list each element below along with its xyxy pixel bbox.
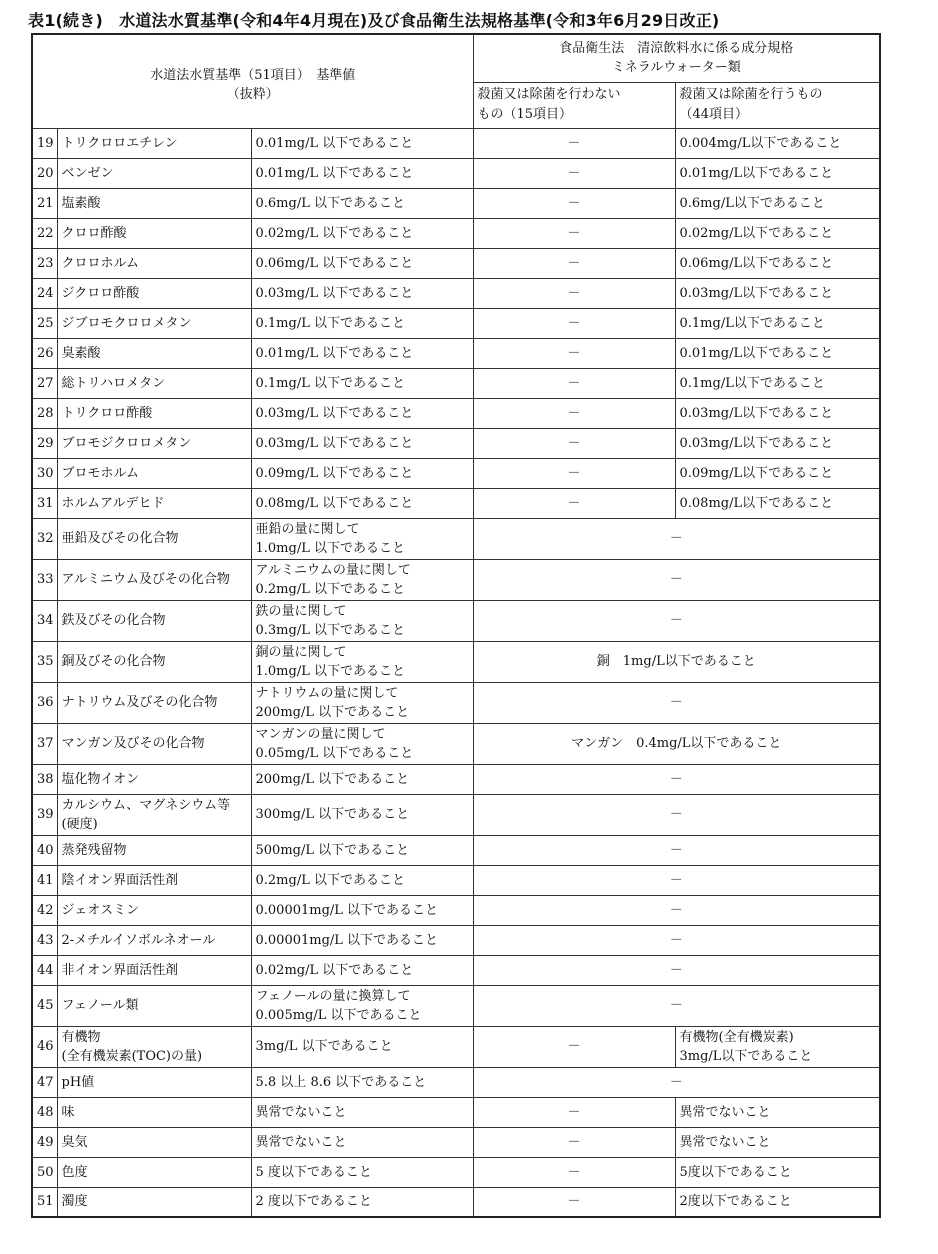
water-standard-line2: 200mg/L 以下であること — [255, 704, 410, 720]
water-standard: 0.03mg/L 以下であること — [251, 278, 473, 308]
no-sterilize-value: － — [473, 1157, 675, 1187]
item-name — [57, 1026, 251, 1067]
item-name: 濁度 — [57, 1187, 251, 1217]
mineral-water-merged: － — [473, 559, 880, 600]
table-row — [32, 368, 880, 398]
no-sterilize-header-line1: 殺菌又は除菌を行わない — [477, 87, 621, 102]
row-number: 28 — [32, 398, 57, 428]
mineral-water-merged: マンガン 0.4mg/L以下であること — [473, 723, 880, 764]
sterilize-value: 0.1mg/L以下であること — [675, 308, 880, 338]
water-standard — [251, 985, 473, 1026]
row-number: 39 — [32, 794, 57, 835]
item-name: トリクロロ酢酸 — [57, 398, 251, 428]
water-standard: 異常でないこと — [251, 1127, 473, 1157]
mineral-water-merged: － — [473, 835, 880, 865]
row-number: 34 — [32, 600, 57, 641]
water-standard: 500mg/L 以下であること — [251, 835, 473, 865]
item-name: 味 — [57, 1097, 251, 1127]
sterilize-value: 0.1mg/L以下であること — [675, 368, 880, 398]
no-sterilize-value: － — [473, 1026, 675, 1067]
water-standard-line2: 0.2mg/L 以下であること — [255, 581, 405, 597]
item-name: ジェオスミン — [57, 895, 251, 925]
sterilize-value: 異常でないこと — [675, 1127, 880, 1157]
water-law-header — [32, 34, 473, 128]
sterilize-value: 0.02mg/L以下であること — [675, 218, 880, 248]
no-sterilize-value: － — [473, 218, 675, 248]
item-name: マンガン及びその化合物 — [57, 723, 251, 764]
water-standard: 200mg/L 以下であること — [251, 764, 473, 794]
table-row — [32, 764, 880, 794]
water-standard-line2: 0.05mg/L 以下であること — [255, 745, 414, 761]
water-standard-line1: ナトリウムの量に関して — [255, 685, 399, 701]
water-standard — [251, 723, 473, 764]
water-standard — [251, 641, 473, 682]
table-row — [32, 682, 880, 723]
table-row — [32, 1187, 880, 1217]
standards-table — [31, 33, 881, 1218]
water-standard: 0.1mg/L 以下であること — [251, 308, 473, 338]
page-title: 表1(続き) 水道法水質基準(令和4年4月現在)及び食品衛生法規格基準(令和3年6月29日改正) — [28, 11, 720, 30]
no-sterilize-value: － — [473, 1187, 675, 1217]
no-sterilize-value: － — [473, 1127, 675, 1157]
water-standard: 5.8 以上 8.6 以下であること — [251, 1067, 473, 1097]
row-number: 37 — [32, 723, 57, 764]
water-standard: 0.1mg/L 以下であること — [251, 368, 473, 398]
row-number: 41 — [32, 865, 57, 895]
item-name — [57, 794, 251, 835]
no-sterilize-value: － — [473, 188, 675, 218]
water-standard: 0.01mg/L 以下であること — [251, 128, 473, 158]
mineral-water-merged: － — [473, 1067, 880, 1097]
sterilize-value: 5度以下であること — [675, 1157, 880, 1187]
sterilize-value: 0.004mg/L以下であること — [675, 128, 880, 158]
item-name: クロロホルム — [57, 248, 251, 278]
table-row — [32, 985, 880, 1026]
mineral-water-merged: 銅 1mg/L以下であること — [473, 641, 880, 682]
table-row — [32, 794, 880, 835]
no-sterilize-value: － — [473, 458, 675, 488]
row-number: 35 — [32, 641, 57, 682]
table-row — [32, 895, 880, 925]
item-name: ブロモホルム — [57, 458, 251, 488]
item-name: 陰イオン界面活性剤 — [57, 865, 251, 895]
no-sterilize-value: － — [473, 248, 675, 278]
item-name: トリクロロエチレン — [57, 128, 251, 158]
item-name-line1: カルシウム、マグネシウム等 — [61, 797, 231, 813]
water-standard: 0.09mg/L 以下であること — [251, 458, 473, 488]
no-sterilize-value: － — [473, 428, 675, 458]
row-number: 20 — [32, 158, 57, 188]
row-number: 21 — [32, 188, 57, 218]
sterilize-header — [675, 82, 880, 128]
table-row — [32, 1026, 880, 1067]
no-sterilize-value: － — [473, 1097, 675, 1127]
water-standard: 0.02mg/L 以下であること — [251, 218, 473, 248]
row-number: 46 — [32, 1026, 57, 1067]
table-row — [32, 488, 880, 518]
item-name: 色度 — [57, 1157, 251, 1187]
table-row — [32, 308, 880, 338]
sterilize-value: 0.03mg/L以下であること — [675, 398, 880, 428]
mineral-water-merged: － — [473, 985, 880, 1026]
water-standard — [251, 518, 473, 559]
item-name-line1: 有機物 — [61, 1029, 101, 1045]
sterilize-value: 0.08mg/L以下であること — [675, 488, 880, 518]
water-standard: 0.2mg/L 以下であること — [251, 865, 473, 895]
sterilize-header-line1: 殺菌又は除菌を行うもの — [679, 87, 823, 102]
row-number: 23 — [32, 248, 57, 278]
row-number: 30 — [32, 458, 57, 488]
water-standard — [251, 600, 473, 641]
table-row — [32, 398, 880, 428]
item-name: 塩素酸 — [57, 188, 251, 218]
item-name: アルミニウム及びその化合物 — [57, 559, 251, 600]
table-row — [32, 518, 880, 559]
item-name: ベンゼン — [57, 158, 251, 188]
mineral-water-merged: － — [473, 794, 880, 835]
water-standard: 3mg/L 以下であること — [251, 1026, 473, 1067]
row-number: 36 — [32, 682, 57, 723]
table-row — [32, 428, 880, 458]
row-number: 47 — [32, 1067, 57, 1097]
water-standard: 0.06mg/L 以下であること — [251, 248, 473, 278]
water-standard: 0.01mg/L 以下であること — [251, 158, 473, 188]
table-row — [32, 248, 880, 278]
sterilize-value: 0.01mg/L以下であること — [675, 158, 880, 188]
mineral-water-merged: － — [473, 925, 880, 955]
row-number: 49 — [32, 1127, 57, 1157]
row-number: 26 — [32, 338, 57, 368]
row-number: 22 — [32, 218, 57, 248]
sterilize-header-line2: （44項目） — [679, 107, 749, 122]
sterilize-value: 0.6mg/L以下であること — [675, 188, 880, 218]
water-standard: 0.03mg/L 以下であること — [251, 398, 473, 428]
water-standard: 0.01mg/L 以下であること — [251, 338, 473, 368]
item-name: pH値 — [57, 1067, 251, 1097]
no-sterilize-header — [473, 82, 675, 128]
sterilize-value-line1: 有機物(全有機炭素) — [679, 1029, 794, 1045]
no-sterilize-value: － — [473, 308, 675, 338]
row-number: 27 — [32, 368, 57, 398]
item-name: 鉄及びその化合物 — [57, 600, 251, 641]
table-row — [32, 723, 880, 764]
row-number: 44 — [32, 955, 57, 985]
table-row — [32, 559, 880, 600]
item-name: 塩化物イオン — [57, 764, 251, 794]
row-number: 40 — [32, 835, 57, 865]
row-number: 48 — [32, 1097, 57, 1127]
item-name: ナトリウム及びその化合物 — [57, 682, 251, 723]
item-name: 臭素酸 — [57, 338, 251, 368]
table-row — [32, 218, 880, 248]
table-row — [32, 338, 880, 368]
row-number: 24 — [32, 278, 57, 308]
food-law-header-line1: 食品衛生法 清涼飲料水に係る成分規格 — [559, 41, 794, 57]
table-row — [32, 1127, 880, 1157]
item-name: ホルムアルデヒド — [57, 488, 251, 518]
no-sterilize-value: － — [473, 338, 675, 368]
sterilize-value: 0.03mg/L以下であること — [675, 428, 880, 458]
water-standard-line1: マンガンの量に関して — [255, 726, 386, 742]
sterilize-value: 0.01mg/L以下であること — [675, 338, 880, 368]
table-row — [32, 955, 880, 985]
table-row — [32, 1067, 880, 1097]
water-standard-line1: アルミニウムの量に関して — [255, 562, 411, 578]
sterilize-value: 2度以下であること — [675, 1187, 880, 1217]
water-standard-line1: 亜鉛の量に関して — [255, 521, 360, 537]
water-law-header-line1: 水道法水質基準（51項目） 基準値 — [150, 68, 356, 84]
mineral-water-merged: － — [473, 518, 880, 559]
table-row — [32, 128, 880, 158]
row-number: 32 — [32, 518, 57, 559]
water-standard-line1: 銅の量に関して — [255, 644, 347, 660]
sterilize-value: 0.09mg/L以下であること — [675, 458, 880, 488]
table-row — [32, 278, 880, 308]
water-standard: 0.00001mg/L 以下であること — [251, 895, 473, 925]
water-standard: 0.03mg/L 以下であること — [251, 428, 473, 458]
row-number: 38 — [32, 764, 57, 794]
row-number: 51 — [32, 1187, 57, 1217]
mineral-water-merged: － — [473, 865, 880, 895]
food-law-header — [473, 34, 880, 82]
water-standard: 異常でないこと — [251, 1097, 473, 1127]
water-standard — [251, 559, 473, 600]
header-row-1 — [32, 34, 880, 82]
sterilize-value: 0.06mg/L以下であること — [675, 248, 880, 278]
water-standard — [251, 682, 473, 723]
item-name: クロロ酢酸 — [57, 218, 251, 248]
no-sterilize-value: － — [473, 278, 675, 308]
water-standard-line2: 0.3mg/L 以下であること — [255, 622, 405, 638]
water-standard: 2 度以下であること — [251, 1187, 473, 1217]
item-name: 総トリハロメタン — [57, 368, 251, 398]
row-number: 19 — [32, 128, 57, 158]
table-row — [32, 641, 880, 682]
no-sterilize-value: － — [473, 128, 675, 158]
mineral-water-merged: － — [473, 600, 880, 641]
item-name: ジブロモクロロメタン — [57, 308, 251, 338]
table-row — [32, 458, 880, 488]
item-name: 臭気 — [57, 1127, 251, 1157]
row-number: 25 — [32, 308, 57, 338]
water-law-header-line2: （抜粋） — [226, 87, 279, 103]
row-number: 50 — [32, 1157, 57, 1187]
mineral-water-merged: － — [473, 895, 880, 925]
water-standard-line2: 1.0mg/L 以下であること — [255, 540, 405, 556]
water-standard: 0.00001mg/L 以下であること — [251, 925, 473, 955]
row-number: 45 — [32, 985, 57, 1026]
table-row — [32, 1097, 880, 1127]
row-number: 31 — [32, 488, 57, 518]
table-row — [32, 600, 880, 641]
table-row — [32, 925, 880, 955]
water-standard: 5 度以下であること — [251, 1157, 473, 1187]
no-sterilize-value: － — [473, 398, 675, 428]
item-name: ジクロロ酢酸 — [57, 278, 251, 308]
water-standard-line2: 1.0mg/L 以下であること — [255, 663, 405, 679]
water-standard: 0.6mg/L 以下であること — [251, 188, 473, 218]
water-standard-line2: 0.005mg/L 以下であること — [255, 1007, 422, 1023]
no-sterilize-value: － — [473, 368, 675, 398]
item-name: 蒸発残留物 — [57, 835, 251, 865]
item-name: 非イオン界面活性剤 — [57, 955, 251, 985]
table-row — [32, 1157, 880, 1187]
table-row — [32, 158, 880, 188]
row-number: 33 — [32, 559, 57, 600]
row-number: 29 — [32, 428, 57, 458]
row-number: 43 — [32, 925, 57, 955]
sterilize-value — [675, 1026, 880, 1067]
item-name: フェノール類 — [57, 985, 251, 1026]
water-standard: 0.02mg/L 以下であること — [251, 955, 473, 985]
mineral-water-merged: － — [473, 955, 880, 985]
mineral-water-merged: － — [473, 682, 880, 723]
no-sterilize-header-line2: もの（15項目） — [477, 107, 573, 122]
table-row — [32, 865, 880, 895]
row-number: 42 — [32, 895, 57, 925]
item-name: 亜鉛及びその化合物 — [57, 518, 251, 559]
water-standard: 0.08mg/L 以下であること — [251, 488, 473, 518]
sterilize-value: 異常でないこと — [675, 1097, 880, 1127]
no-sterilize-value: － — [473, 488, 675, 518]
food-law-header-line2: ミネラルウォーター類 — [611, 60, 741, 76]
mineral-water-merged: － — [473, 764, 880, 794]
item-name: 2-メチルイソボルネオール — [57, 925, 251, 955]
item-name-line2: (硬度) — [61, 816, 98, 832]
water-standard: 300mg/L 以下であること — [251, 794, 473, 835]
table-row — [32, 188, 880, 218]
water-standard-line1: 鉄の量に関して — [255, 603, 347, 619]
item-name: ブロモジクロロメタン — [57, 428, 251, 458]
item-name-line2: (全有機炭素(TOC)の量) — [61, 1048, 203, 1064]
water-standard-line1: フェノールの量に換算して — [255, 988, 411, 1004]
no-sterilize-value: － — [473, 158, 675, 188]
table-row — [32, 835, 880, 865]
item-name: 銅及びその化合物 — [57, 641, 251, 682]
sterilize-value: 0.03mg/L以下であること — [675, 278, 880, 308]
sterilize-value-line2: 3mg/L以下であること — [679, 1048, 813, 1064]
